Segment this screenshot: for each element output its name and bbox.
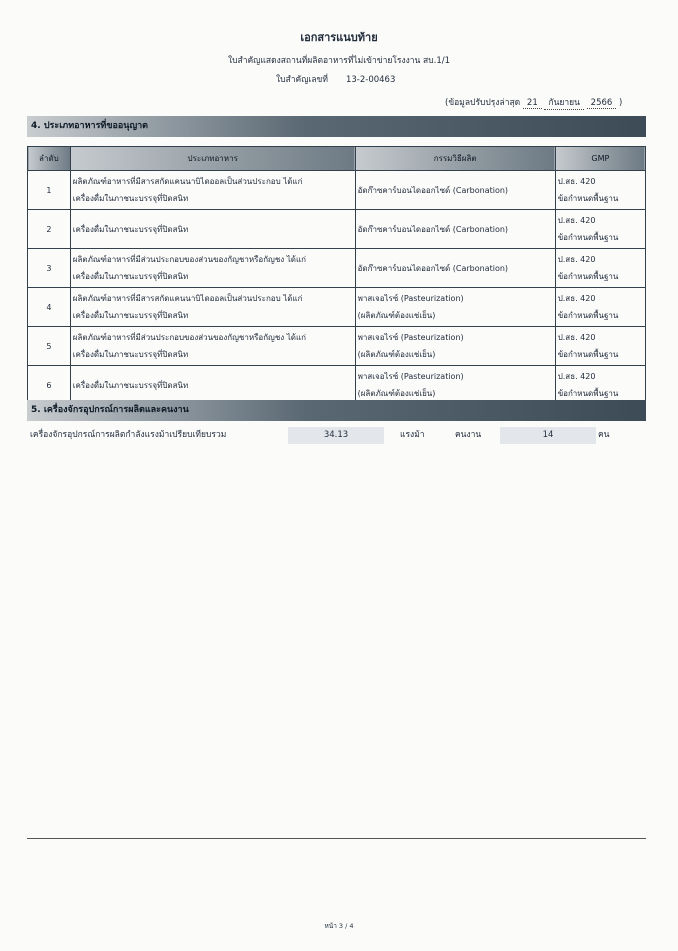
row-method-line: (ผลิตภัณฑ์ต้องแช่เย็น): [357, 311, 436, 320]
row-gmp: [555, 210, 645, 249]
row-food-type: [70, 327, 355, 366]
row-seq: 3: [28, 249, 71, 288]
row-method: [355, 171, 555, 210]
row-seq: 6: [28, 366, 71, 405]
row-food-type-line: เครื่องดื่มในภาชนะบรรจุที่ปิดสนิท: [72, 194, 189, 203]
table-row: [28, 288, 646, 327]
row-gmp: [555, 249, 645, 288]
updated-date: [445, 95, 622, 110]
license-label: ใบสำคัญเลขที่: [276, 75, 328, 85]
row-gmp-line: ข้อกำหนดพื้นฐาน: [557, 233, 619, 242]
footer-divider: [27, 838, 646, 839]
row-gmp-line: ป.สธ. 420: [557, 294, 596, 303]
machine-row: [30, 427, 650, 444]
row-food-type-line: เครื่องดื่มในภาชนะบรรจุที่ปิดสนิท: [72, 350, 189, 359]
document-title: เอกสารแนบท้าย: [300, 31, 378, 44]
row-food-type-line: เครื่องดื่มในภาชนะบรรจุที่ปิดสนิท: [72, 380, 189, 390]
worker-label: คนงาน: [455, 430, 482, 440]
row-gmp-line: ข้อกำหนดพื้นฐาน: [557, 350, 619, 359]
row-food-type: [70, 210, 355, 249]
col-method: กรรมวิธีผลิต: [355, 147, 555, 171]
row-method: [355, 366, 555, 405]
section4-header: 4. ประเภทอาหารที่ขออนุญาต: [27, 116, 646, 137]
row-seq: 1: [28, 171, 71, 210]
row-gmp-line: ป.สธ. 420: [557, 216, 596, 225]
row-method: [355, 210, 555, 249]
table-row: [28, 327, 646, 366]
row-method-line: อัดก๊าซคาร์บอนไดออกไซด์ (Carbonation): [357, 224, 509, 234]
row-method: [355, 288, 555, 327]
row-method-line: อัดก๊าซคาร์บอนไดออกไซด์ (Carbonation): [357, 263, 509, 273]
row-food-type: [70, 171, 355, 210]
row-method-line: อัดก๊าซคาร์บอนไดออกไซด์ (Carbonation): [357, 185, 509, 195]
row-gmp-line: ป.สธ. 420: [557, 177, 596, 186]
row-seq: 5: [28, 327, 71, 366]
worker-count: 14: [500, 427, 596, 444]
row-food-type-line: ผลิตภัณฑ์อาหารที่มีสารสกัดแคนนาบิไดออลเป็นส่วนประกอบ ได้แก่: [72, 177, 303, 186]
row-food-type-line: เครื่องดื่มในภาชนะบรรจุที่ปิดสนิท: [72, 311, 189, 320]
table-header-row: [28, 147, 646, 171]
row-gmp-line: ป.สธ. 420: [557, 255, 596, 264]
row-food-type: [70, 288, 355, 327]
row-method-line: (ผลิตภัณฑ์ต้องแช่เย็น): [357, 350, 436, 359]
row-method-line: (ผลิตภัณฑ์ต้องแช่เย็น): [357, 389, 436, 398]
row-gmp: [555, 288, 645, 327]
document-subtitle: ใบสำคัญแสดงสถานที่ผลิตอาหารที่ไม่เข้าข่ายโรงงาน สบ.1/1: [227, 56, 451, 66]
row-food-type: [70, 249, 355, 288]
row-food-type-line: ผลิตภัณฑ์อาหารที่มีสารสกัดแคนนาบิไดออลเป็นส่วนประกอบ ได้แก่: [72, 294, 303, 303]
row-gmp: [555, 366, 645, 405]
table-row: [28, 210, 646, 249]
row-gmp: [555, 327, 645, 366]
row-gmp-line: ข้อกำหนดพื้นฐาน: [557, 272, 619, 281]
license-row: [276, 72, 395, 86]
license-number: 13-2-00463: [345, 75, 396, 85]
row-method-line: พาสเจอไรซ์ (Pasteurization): [357, 372, 464, 381]
table-row: [28, 171, 646, 210]
table-row: [28, 249, 646, 288]
updated-prefix: (ข้อมูลปรับปรุงล่าสุด: [445, 98, 521, 108]
row-food-type: [70, 366, 355, 405]
row-method-line: พาสเจอไรซ์ (Pasteurization): [357, 333, 464, 342]
food-type-table: [27, 146, 646, 405]
row-gmp: [555, 171, 645, 210]
row-seq: 4: [28, 288, 71, 327]
col-type: ประเภทอาหาร: [70, 147, 355, 171]
row-gmp-line: ป.สธ. 420: [557, 333, 596, 342]
updated-year: 2566: [587, 98, 617, 109]
row-food-type-line: เครื่องดื่มในภาชนะบรรจุที่ปิดสนิท: [72, 272, 189, 281]
worker-unit: คน: [598, 430, 610, 440]
row-method: [355, 249, 555, 288]
row-gmp-line: ข้อกำหนดพื้นฐาน: [557, 311, 619, 320]
row-gmp-line: ข้อกำหนดพื้นฐาน: [557, 389, 619, 398]
col-seq: ลำดับ: [28, 147, 71, 171]
updated-day: 21: [523, 98, 542, 109]
horsepower-unit: แรงม้า: [400, 430, 425, 440]
row-method: [355, 327, 555, 366]
row-food-type-line: ผลิตภัณฑ์อาหารที่มีส่วนประกอบของส่วนของกัญชาหรือกัญชง ได้แก่: [72, 333, 306, 342]
row-gmp-line: ข้อกำหนดพื้นฐาน: [557, 194, 619, 203]
machine-label: เครื่องจักรอุปกรณ์การผลิตกำลังแรงม้าเปรียบเทียบรวม: [30, 430, 227, 440]
updated-month: กันยายน: [544, 95, 584, 110]
row-gmp-line: ป.สธ. 420: [557, 372, 596, 381]
table-row: [28, 366, 646, 405]
col-gmp: GMP: [555, 147, 645, 171]
updated-suffix: ): [619, 98, 623, 108]
section5-header: 5. เครื่องจักรอุปกรณ์การผลิตและคนงาน: [27, 400, 646, 421]
row-seq: 2: [28, 210, 71, 249]
row-food-type-line: ผลิตภัณฑ์อาหารที่มีส่วนประกอบของส่วนของกัญชาหรือกัญชง ได้แก่: [72, 255, 306, 264]
page-number: หน้า 3 / 4: [324, 922, 354, 930]
table-body: [28, 171, 646, 405]
horsepower-value: 34.13: [288, 427, 384, 444]
row-method-line: พาสเจอไรซ์ (Pasteurization): [357, 294, 464, 303]
row-food-type-line: เครื่องดื่มในภาชนะบรรจุที่ปิดสนิท: [72, 224, 189, 234]
